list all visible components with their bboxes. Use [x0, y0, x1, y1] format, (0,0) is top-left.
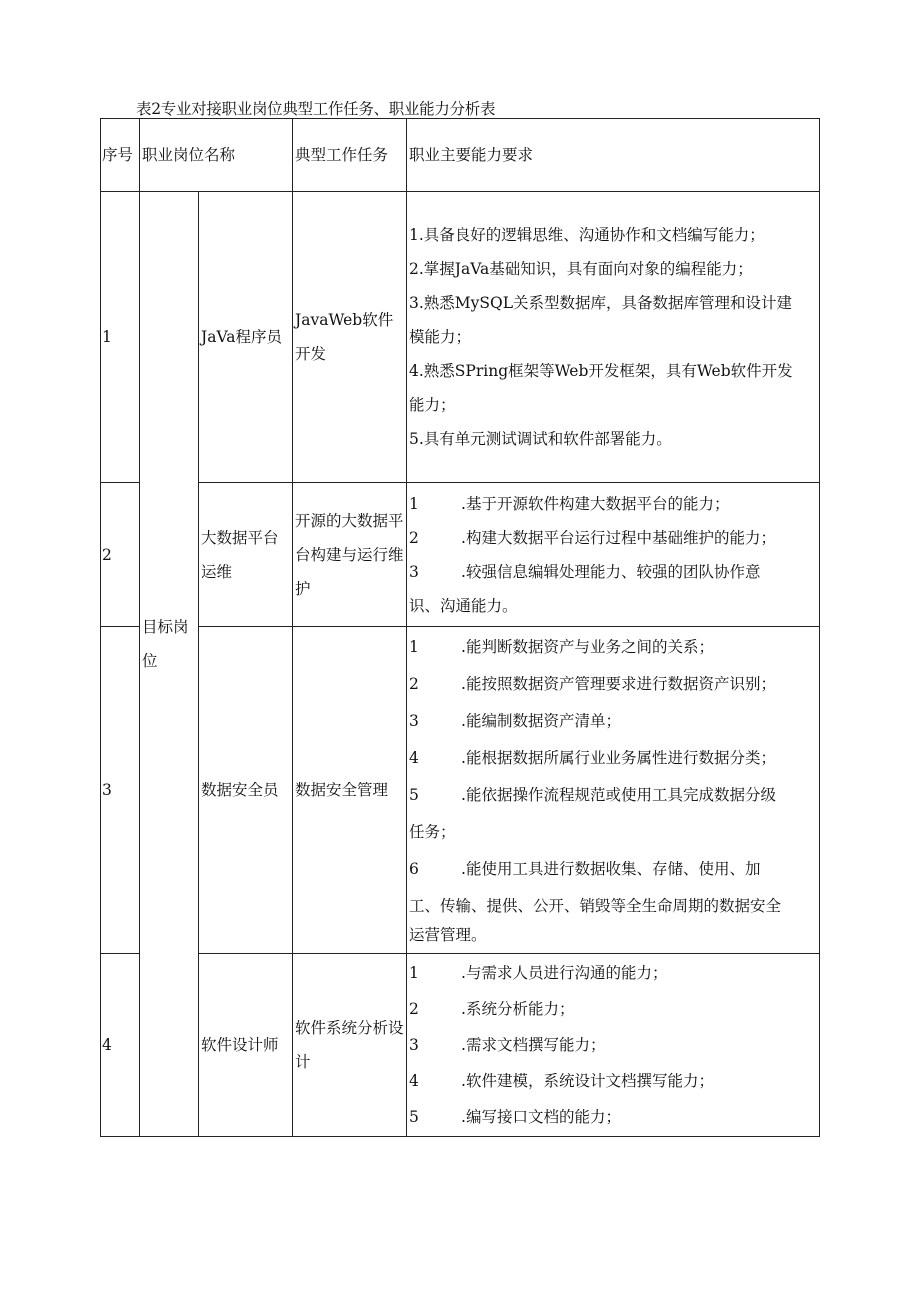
list-continuation: 任务； — [409, 823, 456, 841]
list-item: 1 .与需求人员进行沟通的能力； — [409, 964, 668, 982]
header-post: 职业岗位名称 — [140, 119, 293, 192]
list-item: 2 .构建大数据平台运行过程中基础维护的能力； — [409, 528, 776, 547]
row-no: 1 — [101, 192, 140, 483]
list-continuation: 运营管理。 — [409, 926, 487, 943]
table-caption: 表2专业对接职业岗位典型工作任务、职业能力分析表 — [136, 100, 496, 118]
row-no: 3 — [101, 627, 140, 954]
row-post: 软件设计师 — [199, 954, 293, 1137]
list-item: 1 .基于开源软件构建大数据平台的能力； — [409, 494, 730, 513]
list-item: 2 .能按照数据资产管理要求进行数据资产识别； — [409, 675, 776, 693]
list-item: 2 .系统分析能力； — [409, 1000, 575, 1018]
header-row — [101, 119, 820, 192]
list-continuation: 工、传输、提供、公开、销毁等全生命周期的数据安全 — [409, 897, 782, 915]
table-row — [101, 192, 820, 483]
list-continuation: 识、沟通能力。 — [409, 596, 518, 615]
group-label-cell — [140, 192, 199, 1137]
table-row — [101, 954, 820, 1137]
header-no: 序号 — [101, 119, 140, 192]
header-requirements: 职业主要能力要求 — [407, 119, 820, 192]
row-post: 数据安全员 — [199, 627, 293, 954]
list-item: 3 .能编制数据资产清单； — [409, 712, 621, 730]
row-requirements — [407, 483, 820, 627]
list-item: 5 .编写接口文档的能力； — [409, 1108, 621, 1126]
list-item: 1 .能判断数据资产与业务之间的关系； — [409, 638, 714, 656]
row-task: 数据安全管理 — [293, 627, 407, 954]
row-requirements — [407, 627, 820, 954]
list-item: 3 .需求文档撰写能力； — [409, 1036, 606, 1054]
row-requirements — [407, 192, 820, 483]
requirement-line: 模能力； — [409, 328, 472, 346]
row-post: 大数据平台运维 — [199, 483, 293, 627]
job-analysis-table — [100, 118, 820, 1137]
group-label: 目标岗位 — [142, 618, 189, 670]
list-item: 6 .能使用工具进行数据收集、存储、使用、加 — [409, 860, 761, 878]
requirement-line: 3.熟悉MySQL关系型数据库，具备数据库管理和设计建 — [409, 294, 793, 312]
row-no: 2 — [101, 483, 140, 627]
table-row — [101, 627, 820, 954]
requirement-line: 能力； — [409, 396, 456, 414]
row-post: JaVa程序员 — [199, 192, 293, 483]
list-item: 3 .较强信息编辑处理能力、较强的团队协作意 — [409, 562, 761, 581]
row-no: 4 — [101, 954, 140, 1137]
requirement-line: 4.熟悉SPring框架等Web开发框架，具有Web软件开发 — [409, 362, 793, 380]
requirement-line: 2.掌握JaVa基础知识，具有面向对象的编程能力； — [409, 260, 753, 278]
row-requirements — [407, 954, 820, 1137]
list-item: 4 .能根据数据所属行业业务属性进行数据分类； — [409, 749, 776, 767]
list-item: 5 .能依据操作流程规范或使用工具完成数据分级 — [409, 786, 776, 804]
row-task: JavaWeb软件开发 — [293, 192, 407, 483]
requirement-line: 1.具备良好的逻辑思维、沟通协作和文档编写能力； — [409, 226, 765, 244]
row-task: 软件系统分析设计 — [293, 954, 407, 1137]
table-row — [101, 483, 820, 627]
header-task: 典型工作任务 — [293, 119, 407, 192]
requirement-line: 5.具有单元测试调试和软件部署能力。 — [409, 430, 672, 448]
row-task: 开源的大数据平台构建与运行维护 — [293, 483, 407, 627]
list-item: 4 .软件建模，系统设计文档撰写能力； — [409, 1072, 714, 1090]
